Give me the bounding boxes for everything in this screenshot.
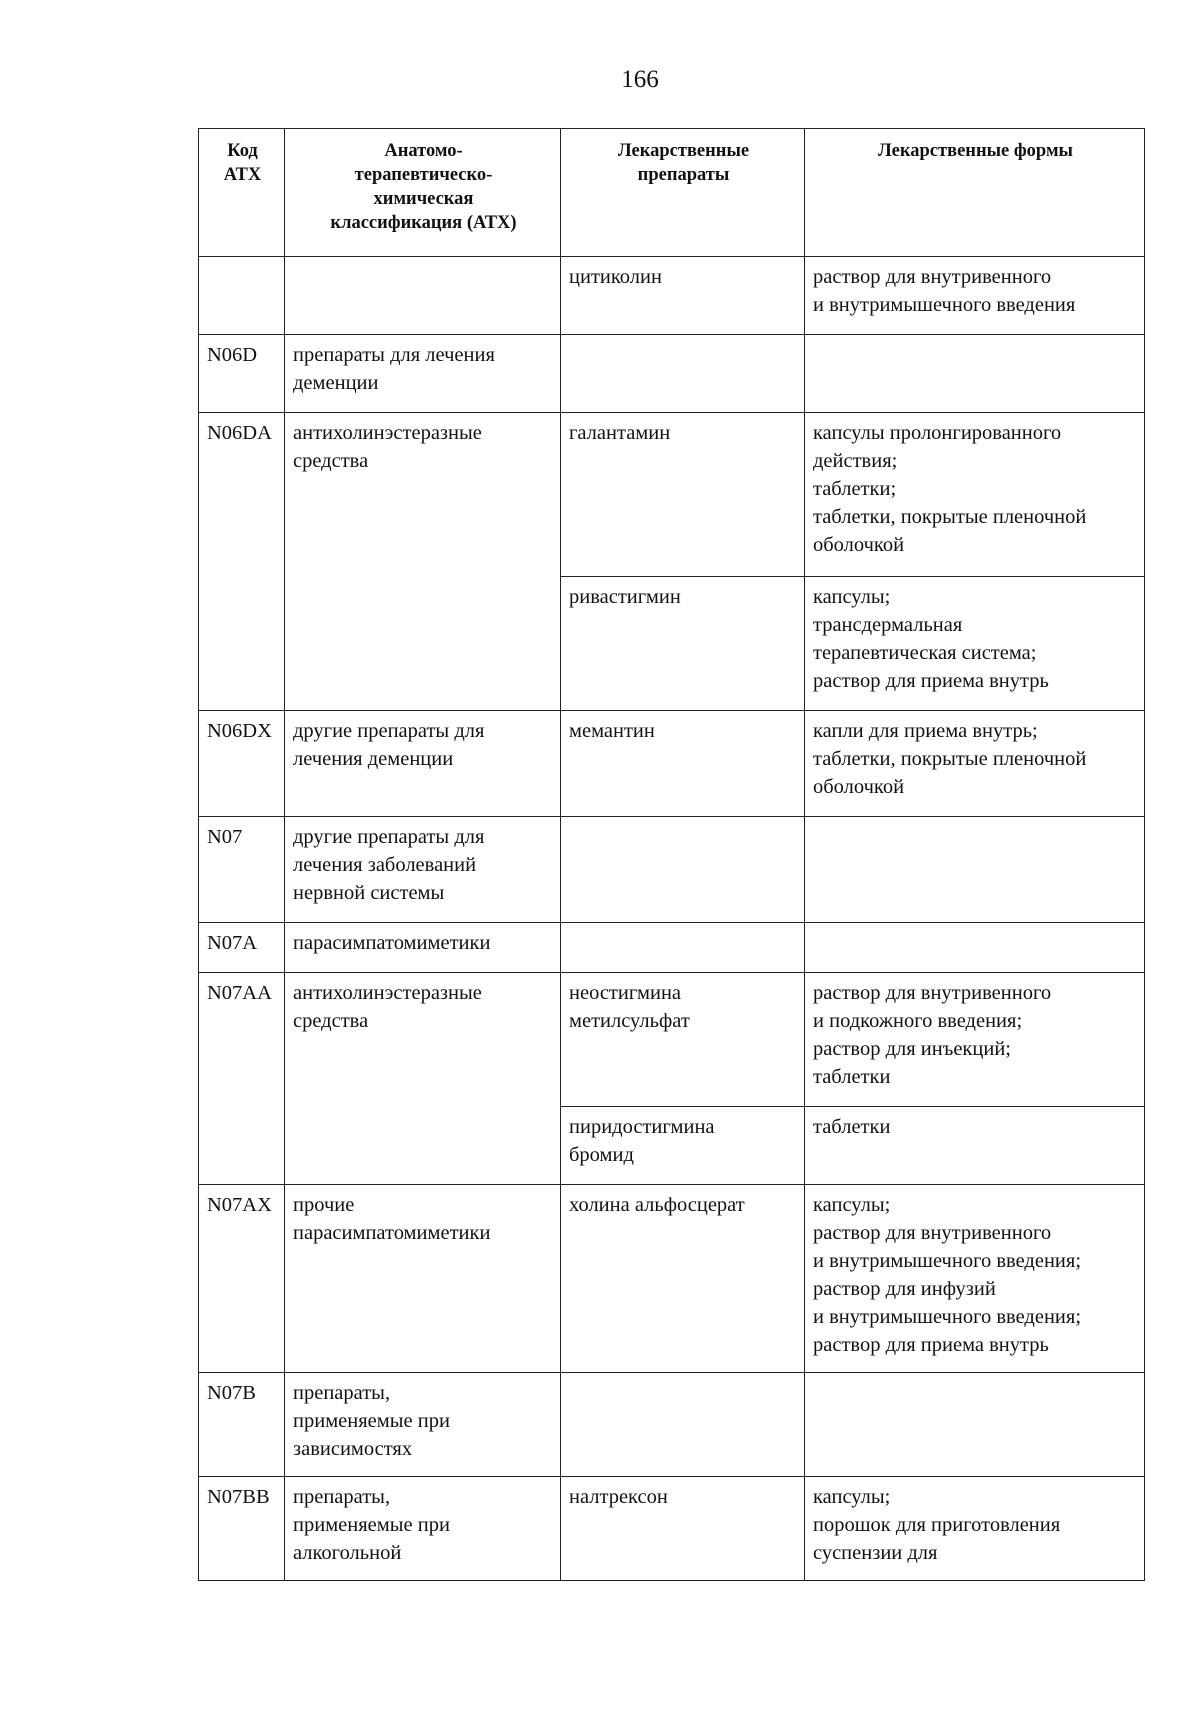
table-row xyxy=(199,711,1145,817)
classification-cell: прочие парасимпатомиметики xyxy=(285,1185,561,1373)
code-cell: N07A xyxy=(199,923,285,973)
table-row xyxy=(199,817,1145,923)
forms-cell xyxy=(805,335,1145,413)
drug-cell xyxy=(561,817,805,923)
header-drugs: Лекарственные препараты xyxy=(561,129,805,257)
table-row xyxy=(199,1185,1145,1373)
code-cell: N07AX xyxy=(199,1185,285,1373)
code-cell: N06DX xyxy=(199,711,285,817)
code-cell: N07 xyxy=(199,817,285,923)
code-cell: N06DA xyxy=(199,413,285,711)
classification-cell xyxy=(285,257,561,335)
classification-cell: другие препараты для лечения деменции xyxy=(285,711,561,817)
code-cell: N06D xyxy=(199,335,285,413)
classification-cell: парасимпатомиметики xyxy=(285,923,561,973)
forms-cell xyxy=(805,923,1145,973)
drug-cell xyxy=(561,923,805,973)
drug-cell: галантамин xyxy=(561,413,805,577)
classification-cell: препараты, применяемые при зависимостях xyxy=(285,1373,561,1477)
code-cell: N07AA xyxy=(199,973,285,1185)
drug-cell: пиридостигмина бромид xyxy=(561,1107,805,1185)
header-row xyxy=(199,129,1145,257)
table-row xyxy=(199,413,1145,577)
code-cell xyxy=(199,257,285,335)
atx-table xyxy=(198,128,1145,1581)
drug-cell: мемантин xyxy=(561,711,805,817)
header-forms: Лекарственные формы xyxy=(805,129,1145,257)
header-code: Код АТХ xyxy=(199,129,285,257)
forms-cell: таблетки xyxy=(805,1107,1145,1185)
forms-cell: капсулы; раствор для внутривенного и внутримышечного введения; раствор для инфузий и внутримышечного введения; раствор для приема внутрь xyxy=(805,1185,1145,1373)
table-row xyxy=(199,335,1145,413)
drug-cell: налтрексон xyxy=(561,1477,805,1581)
forms-cell: капли для приема внутрь; таблетки, покрытые пленочной оболочкой xyxy=(805,711,1145,817)
forms-cell: капсулы; трансдермальная терапевтическая система; раствор для приема внутрь xyxy=(805,577,1145,711)
forms-cell xyxy=(805,1373,1145,1477)
drug-cell: ривастигмин xyxy=(561,577,805,711)
drug-cell: холина альфосцерат xyxy=(561,1185,805,1373)
table-row xyxy=(199,1373,1145,1477)
forms-cell: раствор для внутривенного и внутримышечного введения xyxy=(805,257,1145,335)
table-body xyxy=(199,257,1145,1581)
forms-cell: капсулы; порошок для приготовления суспензии для xyxy=(805,1477,1145,1581)
drug-cell: цитиколин xyxy=(561,257,805,335)
drug-cell xyxy=(561,1373,805,1477)
table-row xyxy=(199,973,1145,1107)
table-row xyxy=(199,923,1145,973)
table-header xyxy=(199,129,1145,257)
forms-cell xyxy=(805,817,1145,923)
classification-cell: антихолинэстеразные средства xyxy=(285,973,561,1185)
table-row xyxy=(199,1477,1145,1581)
classification-cell: другие препараты для лечения заболеваний нервной системы xyxy=(285,817,561,923)
page-number: 166 xyxy=(621,66,659,93)
table-row xyxy=(199,257,1145,335)
header-classification: Анатомо- терапевтическо- химическая классификация (АТХ) xyxy=(285,129,561,257)
classification-cell: антихолинэстеразные средства xyxy=(285,413,561,711)
forms-cell: раствор для внутривенного и подкожного введения; раствор для инъекций; таблетки xyxy=(805,973,1145,1107)
forms-cell: капсулы пролонгированного действия; таблетки; таблетки, покрытые пленочной оболочкой xyxy=(805,413,1145,577)
drug-cell xyxy=(561,335,805,413)
code-cell: N07B xyxy=(199,1373,285,1477)
classification-cell: препараты для лечения деменции xyxy=(285,335,561,413)
classification-cell: препараты, применяемые при алкогольной xyxy=(285,1477,561,1581)
code-cell: N07BB xyxy=(199,1477,285,1581)
drug-cell: неостигмина метилсульфат xyxy=(561,973,805,1107)
